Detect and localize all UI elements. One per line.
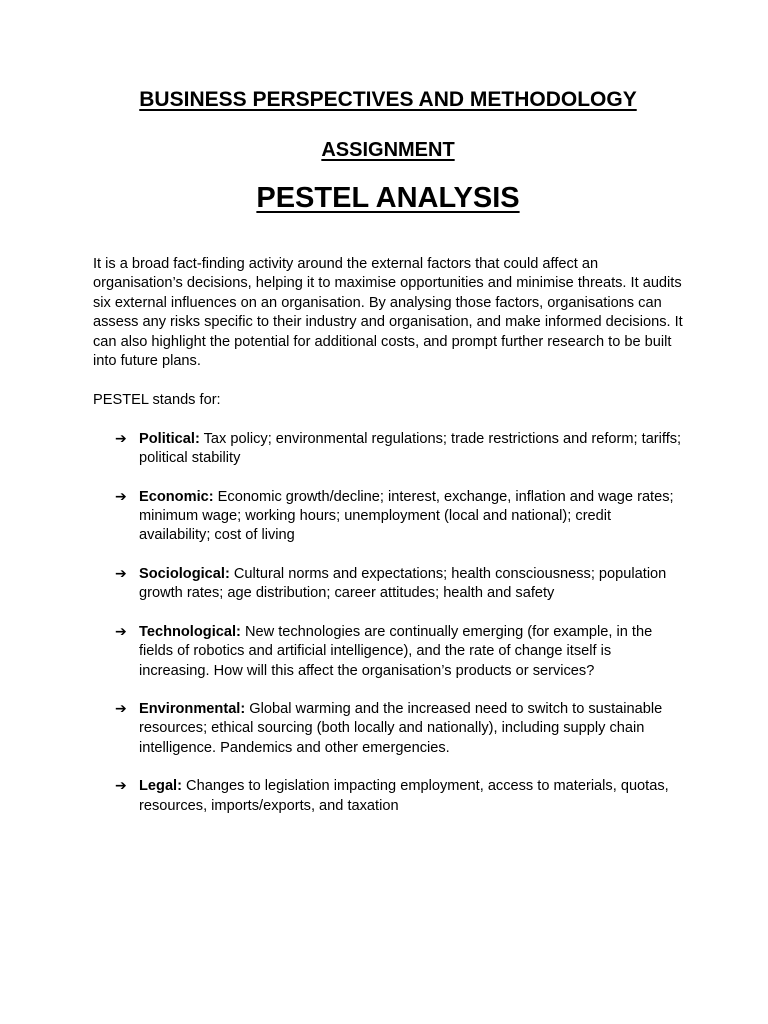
factor-item-environmental bbox=[93, 700, 683, 758]
factor-description: Global warming and the increased need to switch to sustainable resources; ethical sourcing (both locally and nationally), including supply chain intelligence. Pandemics and other emergencies. bbox=[139, 700, 663, 756]
assignment-label: ASSIGNMENT bbox=[321, 139, 455, 161]
intro-paragraph: It is a broad fact-finding activity around the external factors that could affect an organisation’s decisions, helping it to maximise opportunities and minimise threats. It audits six external influences on an organisation. By analysing those factors, organisations can assess any risks specific to their industry and organisation, and make informed decisions. It can also highlight the potential for additional costs, and prompt further research to be built into future plans. bbox=[93, 256, 683, 370]
factor-description: Tax policy; environmental regulations; trade restrictions and reform; tariffs; political stability bbox=[139, 430, 682, 467]
factor-name: Economic: bbox=[139, 488, 214, 505]
factor-description: Economic growth/decline; interest, exchange, inflation and wage rates; minimum wage; working hours; unemployment (local and national); credit availability; cost of living bbox=[139, 488, 674, 544]
right-arrow-icon: ➔ bbox=[115, 488, 127, 505]
factor-item-political bbox=[93, 430, 683, 469]
right-arrow-icon: ➔ bbox=[115, 700, 127, 717]
factor-list bbox=[93, 430, 683, 816]
factor-description: Cultural norms and expectations; health consciousness; population growth rates; age distribution; career attitudes; health and safety bbox=[139, 565, 667, 602]
factor-description: New technologies are continually emerging (for example, in the fields of robotics and artificial intelligence), and the rate of change itself is increasing. How will this affect the organisation’s products or services? bbox=[139, 623, 653, 679]
factor-item-sociological bbox=[93, 565, 683, 604]
factor-item-technological bbox=[93, 623, 683, 681]
right-arrow-icon: ➔ bbox=[115, 565, 127, 582]
factor-description: Changes to legislation impacting employment, access to materials, quotas, resources, imports/exports, and taxation bbox=[139, 778, 669, 814]
stands-for-label: PESTEL stands for: bbox=[93, 392, 221, 409]
factor-name: Technological: bbox=[139, 623, 241, 640]
factor-name: Legal: bbox=[139, 778, 182, 795]
factor-item-legal bbox=[93, 777, 683, 816]
right-arrow-icon: ➔ bbox=[115, 623, 127, 640]
factor-name: Sociological: bbox=[139, 565, 230, 582]
factor-name: Environmental: bbox=[139, 700, 246, 717]
right-arrow-icon: ➔ bbox=[115, 430, 127, 447]
right-arrow-icon: ➔ bbox=[115, 778, 127, 795]
document-page bbox=[93, 86, 683, 835]
course-title: BUSINESS PERSPECTIVES AND METHODOLOGY bbox=[139, 88, 637, 111]
factor-item-economic bbox=[93, 488, 683, 546]
factor-name: Political: bbox=[139, 430, 200, 447]
topic-title: PESTEL ANALYSIS bbox=[256, 182, 520, 214]
